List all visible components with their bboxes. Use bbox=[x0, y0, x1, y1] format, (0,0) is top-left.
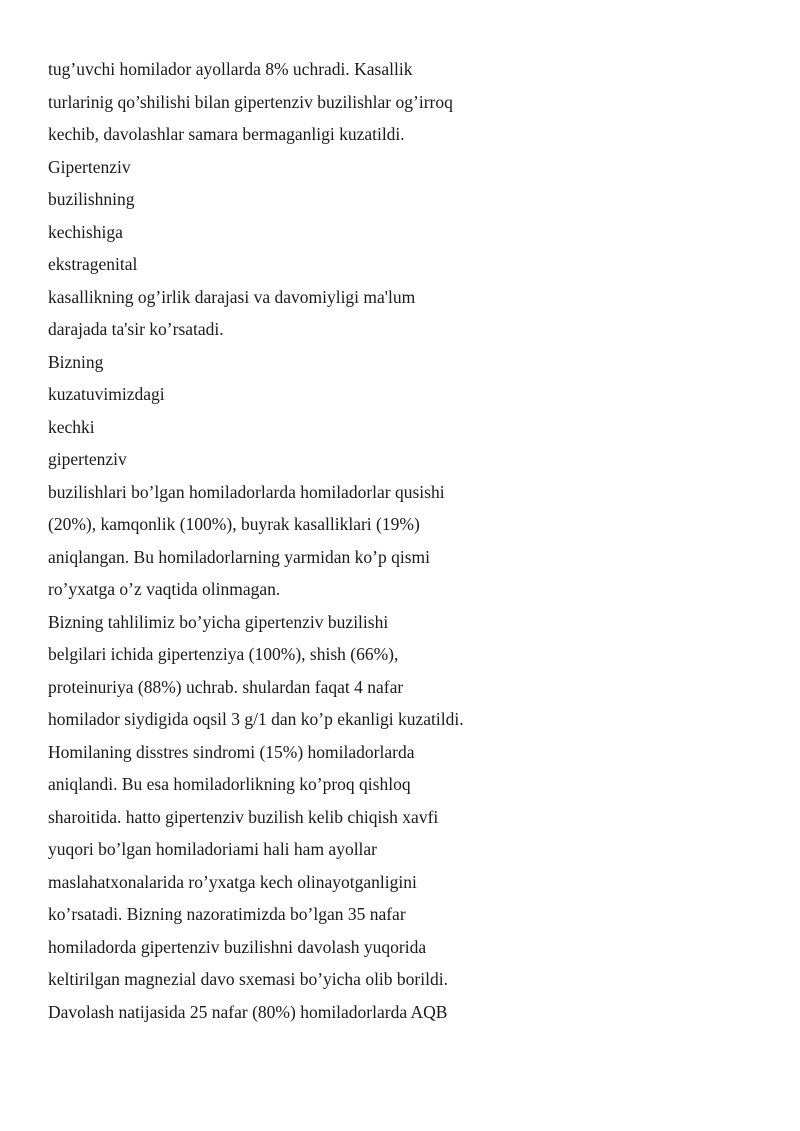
text-line: turlarinig qo’shilishi bilan gipertenziv buzilishlar og’irroq bbox=[48, 91, 453, 112]
text-line: buzilishlari bo’lgan homiladorlarda homiladorlar qusishi bbox=[48, 481, 445, 502]
text-line: (20%), kamqonlik (100%), buyrak kasalliklari (19%) bbox=[48, 514, 420, 534]
text-line: homilador siydigida oqsil 3 g/1 dan ko’p ekanligi kuzatildi. bbox=[48, 709, 464, 729]
text-line: sharoitida. hatto gipertenziv buzilish kelib chiqish xavfi bbox=[48, 806, 439, 827]
text-line: buzilishning bbox=[48, 189, 135, 209]
text-line: kechishiga bbox=[48, 221, 123, 242]
text-line: yuqori bo’lgan homiladoriami hali ham ayollar bbox=[48, 839, 378, 859]
text-line: kechib, davolashlar samara bermaganligi kuzatildi. bbox=[48, 124, 405, 144]
text-line: Gipertenziv bbox=[48, 156, 131, 177]
text-line: Bizning tahlilimiz bo’yicha gipertenziv buzilishi bbox=[48, 611, 389, 632]
text-line: ro’yxatga o’z vaqtida olinmagan. bbox=[48, 579, 281, 599]
text-line: ko’rsatadi. Bizning nazoratimizda bo’lgan 35 nafar bbox=[48, 904, 406, 924]
text-line: kuzatuvimizdagi bbox=[48, 384, 165, 404]
text-line: homiladorda gipertenziv buzilishni davolash yuqorida bbox=[48, 936, 427, 957]
text-line: ekstragenital bbox=[48, 254, 138, 274]
text-line: maslahatxonalarida ro’yxatga kech olinayotganligini bbox=[48, 871, 417, 892]
text-line: Davolash natijasida 25 nafar (80%) homiladorlarda AQB bbox=[48, 1001, 448, 1022]
text-line: kasallikning og’irlik darajasi va davomiyligi ma'lum bbox=[48, 286, 416, 307]
text-line: keltirilgan magnezial davo sxemasi bo’yicha olib borildi. bbox=[48, 969, 448, 989]
body-text bbox=[48, 53, 768, 1028]
text-line: belgilari ichida gipertenziya (100%), shish (66%), bbox=[48, 644, 399, 664]
text-line: proteinuriya (88%) uchrab. shulardan faqat 4 nafar bbox=[48, 676, 404, 697]
text-line: Bizning bbox=[48, 351, 104, 372]
text-line: kechki bbox=[48, 416, 95, 437]
text-line: gipertenziv bbox=[48, 449, 127, 469]
text-line: tug’uvchi homilador ayollarda 8% uchradi. Kasallik bbox=[48, 59, 413, 79]
text-line: aniqlangan. Bu homiladorlarning yarmidan ko’p qismi bbox=[48, 546, 431, 567]
text-line: darajada ta'sir ko’rsatadi. bbox=[48, 319, 224, 339]
text-line: Homilaning disstres sindromi (15%) homiladorlarda bbox=[48, 741, 415, 762]
text-line: aniqlandi. Bu esa homiladorlikning ko’proq qishloq bbox=[48, 774, 411, 794]
